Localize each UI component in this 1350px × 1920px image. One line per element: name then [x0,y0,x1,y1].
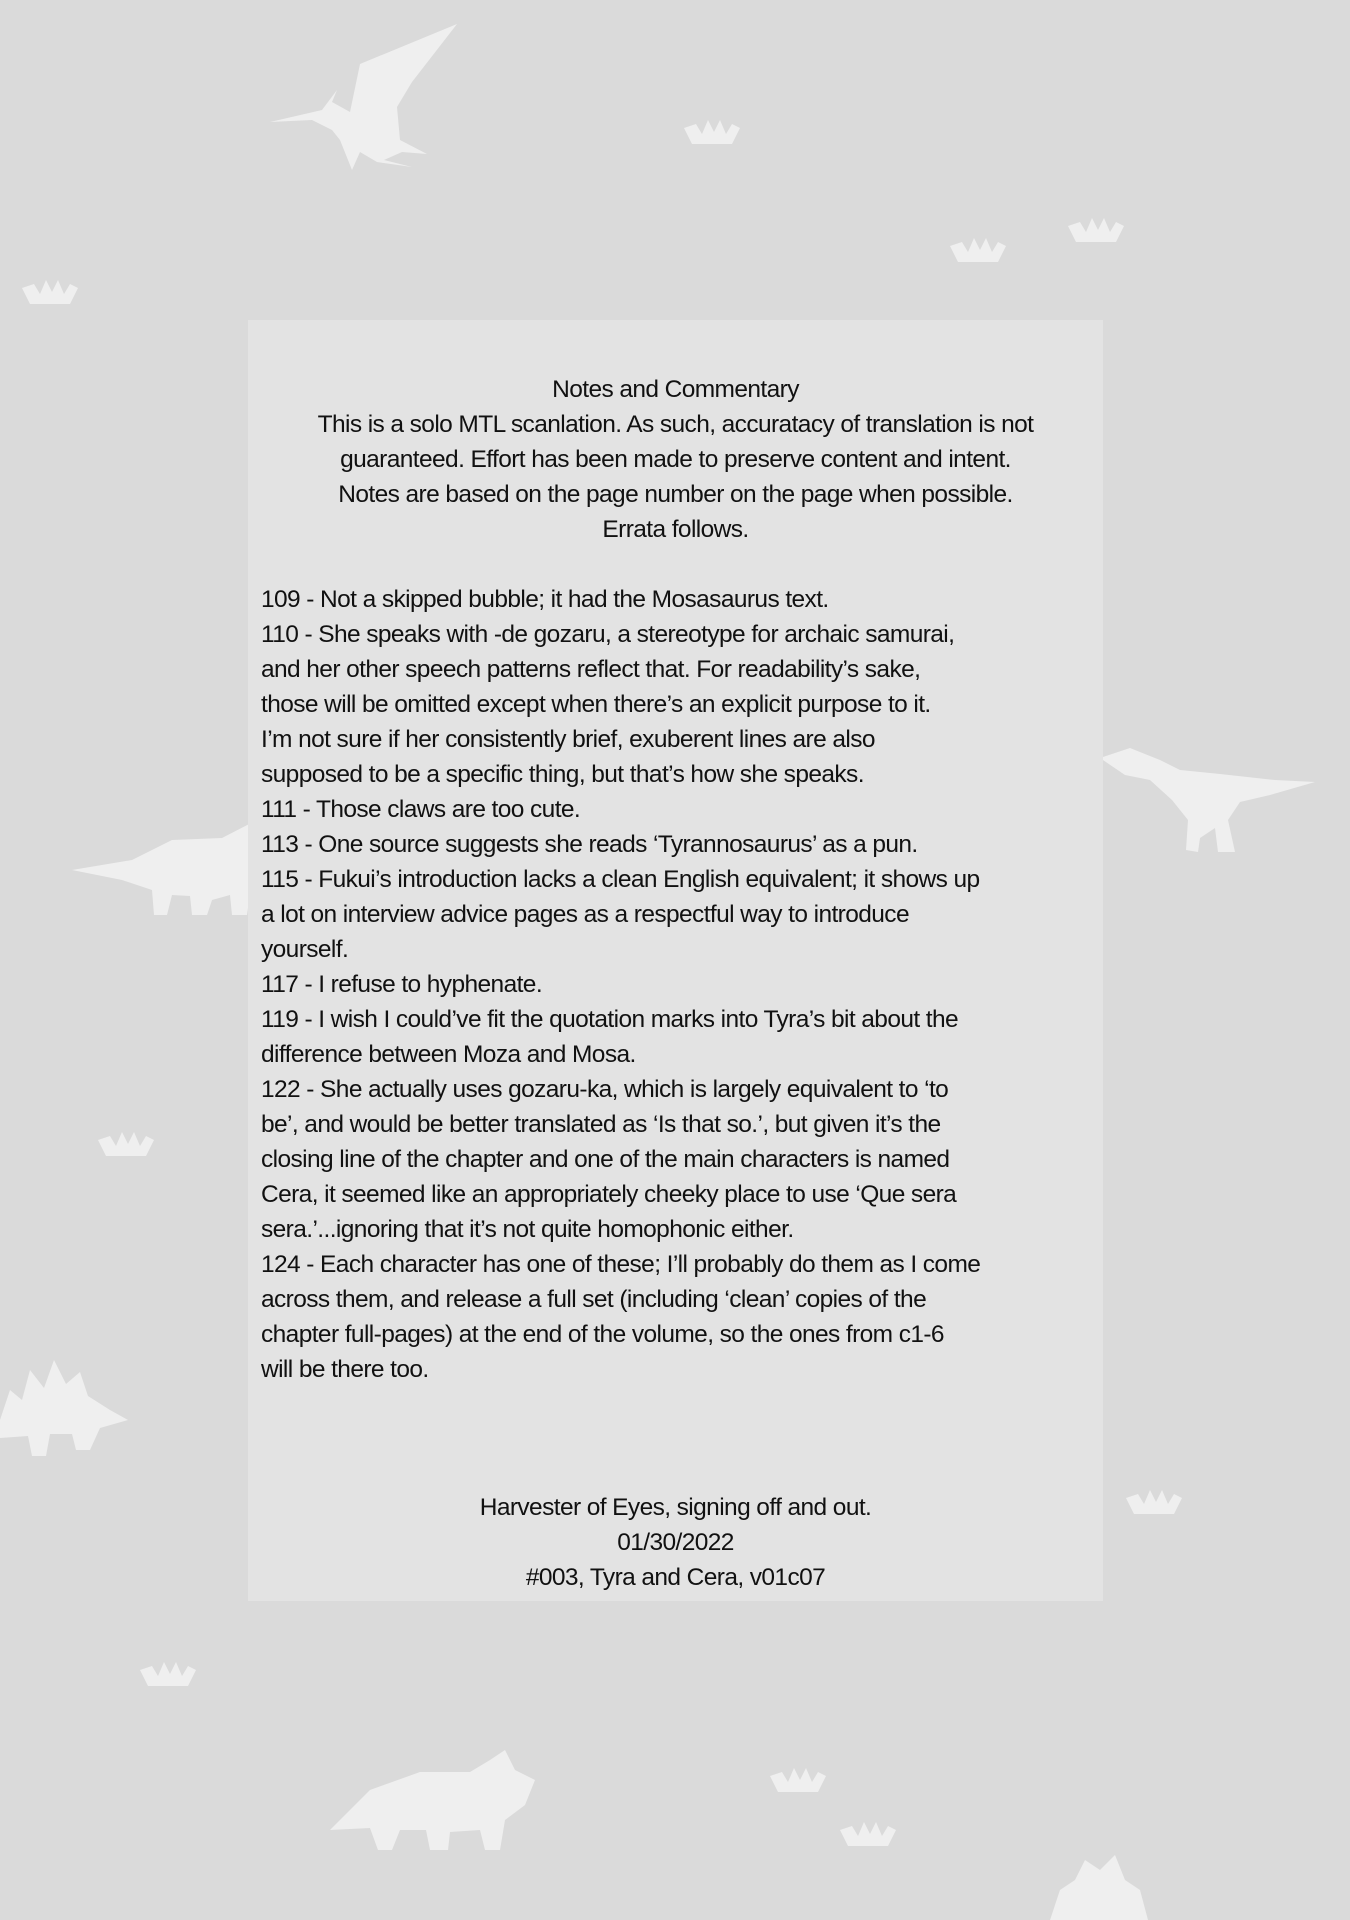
signoff-block [248,1490,1103,1595]
t-rex-icon [1100,740,1320,860]
note-line: 109 - Not a skipped bubble; it had the Mosasaurus text. [261,586,829,613]
note-line: I’m not sure if her consistently brief, exuberent lines are also [261,726,875,753]
crown-plant-icon [684,120,740,146]
note-line: closing line of the chapter and one of the main characters is named [261,1146,950,1173]
note-line: 113 - One source suggests she reads ‘Tyrannosaurus’ as a pun. [261,831,918,858]
stegosaurus-icon [0,1350,130,1460]
spacer [261,547,1090,582]
signoff-date: 01/30/2022 [617,1529,734,1556]
flower-plant-icon [1040,1850,1150,1920]
note-line: and her other speech patterns reflect that. For readability’s sake, [261,656,921,683]
crown-plant-icon [1126,1490,1182,1516]
note-line: will be there too. [261,1356,429,1383]
crown-plant-icon [98,1132,154,1158]
note-line: sera.’...ignoring that it’s not quite homophonic either. [261,1216,794,1243]
note-line: yourself. [261,936,349,963]
note-line: difference between Moza and Mosa. [261,1041,636,1068]
intro-line: guaranteed. Effort has been made to preserve content and intent. [340,446,1011,473]
intro-line: This is a solo MTL scanlation. As such, accuratacy of translation is not [317,411,1034,438]
note-line: supposed to be a specific thing, but that’s how she speaks. [261,761,864,788]
note-line: 119 - I wish I could’ve fit the quotation marks into Tyra’s bit about the [261,1006,959,1033]
crown-plant-icon [840,1822,896,1848]
note-line: 122 - She actually uses gozaru-ka, which is largely equivalent to ‘to [261,1076,949,1103]
pterodactyl-icon [262,12,462,172]
note-line: a lot on interview advice pages as a respectful way to introduce [261,901,909,928]
crown-plant-icon [950,238,1006,264]
note-line: 124 - Each character has one of these; I’ll probably do them as I come [261,1251,981,1278]
note-line: chapter full-pages) at the end of the volume, so the ones from c1-6 [261,1321,944,1348]
note-line: 115 - Fukui’s introduction lacks a clean English equivalent; it shows up [261,866,980,893]
note-line: those will be omitted except when there’s an explicit purpose to it. [261,691,931,718]
note-line: 117 - I refuse to hyphenate. [261,971,543,998]
note-line: Cera, it seemed like an appropriately cheeky place to use ‘Que sera [261,1181,957,1208]
notes-panel [248,320,1103,1601]
intro-line: Notes are based on the page number on the page when possible. [338,481,1013,508]
note-line: across them, and release a full set (including ‘clean’ copies of the [261,1286,927,1313]
note-line: 110 - She speaks with -de gozaru, a stereotype for archaic samurai, [261,621,955,648]
notes-list [261,582,1090,1387]
crown-plant-icon [140,1662,196,1688]
signoff-text: Harvester of Eyes, signing off and out. [479,1494,872,1521]
crown-plant-icon [22,280,78,306]
release-id: #003, Tyra and Cera, v01c07 [525,1564,826,1591]
intro-line: Errata follows. [602,516,749,543]
crown-plant-icon [770,1768,826,1794]
note-line: be’, and would be better translated as ‘Is that so.’, but given it’s the [261,1111,941,1138]
page-title: Notes and Commentary [552,376,799,403]
crown-plant-icon [1068,218,1124,244]
triceratops-icon [330,1750,540,1860]
note-line: 111 - Those claws are too cute. [261,796,581,823]
